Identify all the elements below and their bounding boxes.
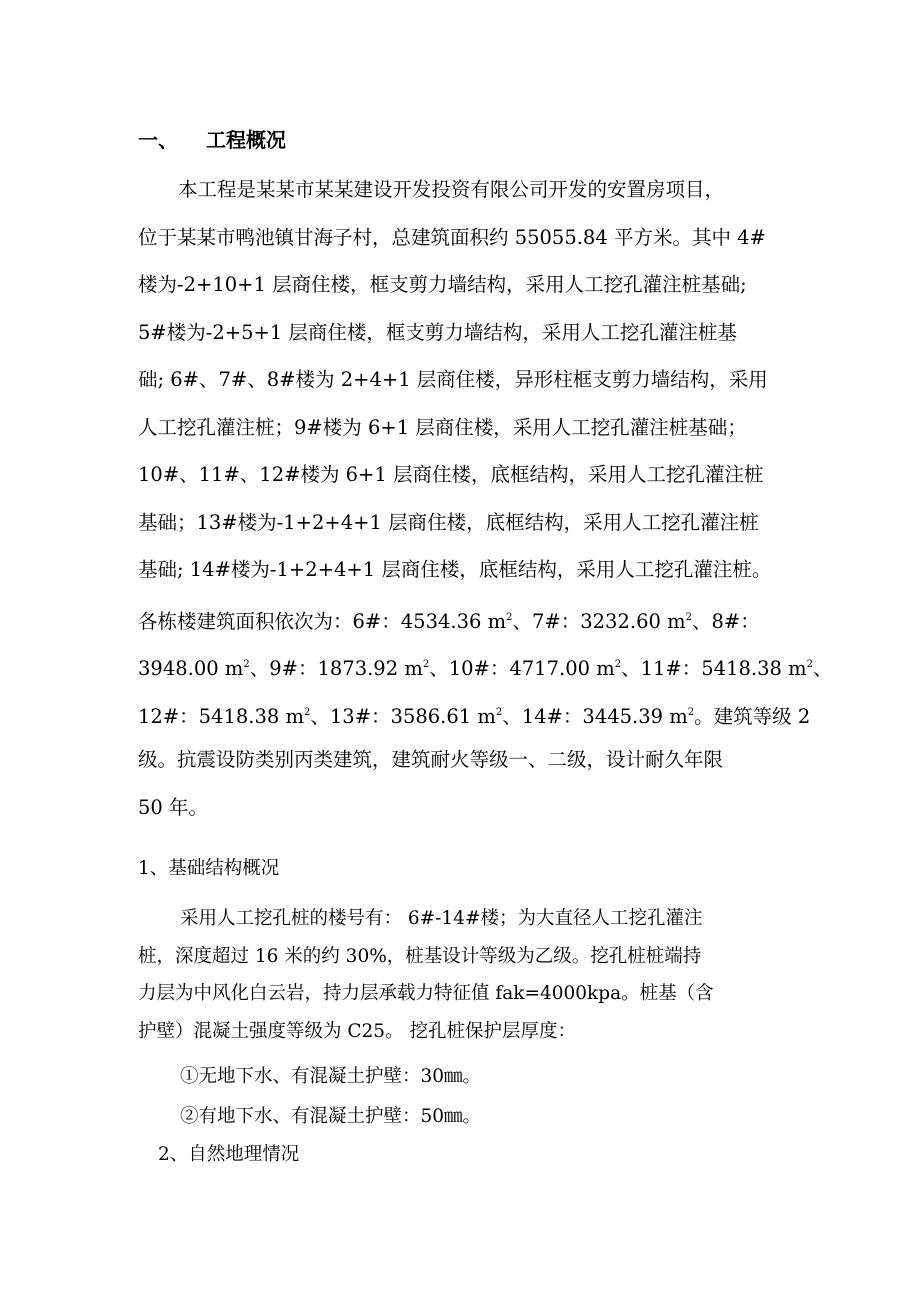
paragraph-line: 桩，深度超过 16 米的约 30%，桩基设计等级为乙级。挖孔桩桩端持	[138, 945, 702, 967]
unit-sup: 2	[687, 706, 695, 718]
cover-item-1: ①无地下水、有混凝土护壁：30㎜。	[180, 1066, 482, 1087]
sep: 、	[512, 609, 532, 633]
sep: 、	[502, 704, 522, 728]
unit: m	[224, 657, 244, 680]
unit-sup: 2	[304, 706, 311, 718]
area-8-value: 3948.00	[138, 657, 219, 680]
area-11: 11#：5418.38	[640, 657, 782, 680]
area-10: 10#：4717.00	[448, 657, 591, 680]
sep: 、	[249, 657, 270, 680]
unit: m	[487, 609, 507, 633]
area-6: 6#：4534.36	[352, 609, 482, 633]
paragraph-line: 5#楼为-2+5+1 层商住楼，框支剪力墙结构，采用人工挖孔灌注桩基	[138, 320, 737, 344]
unit: m	[285, 704, 304, 728]
sep: 、	[621, 657, 641, 680]
grade-text: 。建筑等级 2	[694, 704, 811, 728]
area-9: 9#：1873.92	[269, 657, 399, 680]
area-line-2	[138, 641, 833, 689]
foundation-paragraph	[138, 900, 788, 1050]
unit: m	[788, 657, 807, 680]
unit-sup: 2	[806, 659, 813, 670]
paragraph-line: 基础; 14#楼为-1+2+4+1 层商住楼，底框结构，采用人工挖孔灌注桩。	[138, 558, 772, 581]
section2-title: 2、自然地理情况	[158, 1144, 300, 1165]
unit-sup: 2	[685, 611, 692, 623]
heading-title: 工程概况	[206, 128, 286, 152]
area-13: 13#：3586.61	[329, 704, 472, 728]
unit-sup: 2	[614, 659, 622, 670]
unit: m	[477, 704, 496, 728]
area-line-1	[138, 594, 788, 642]
unit-sup: 2	[243, 659, 250, 670]
area-8-label: 8#：	[711, 609, 760, 633]
area-14: 14#：3445.39	[521, 704, 664, 728]
section-heading	[138, 124, 286, 153]
paragraph-line: 本工程是某某市某某建设开发投资有限公司开发的安置房项目，	[178, 178, 725, 201]
area-12: 12#：5418.38	[138, 704, 280, 728]
areas-lead: 各栋楼建筑面积依次为：	[138, 609, 353, 633]
unit: m	[596, 657, 615, 680]
paragraph-line: 护壁）混凝土强度等级为 C25。 挖孔桩保护层厚度：	[138, 1020, 576, 1042]
unit-sup: 2	[422, 659, 430, 670]
paragraph-line: 楼为-2+10+1 层商住楼，框支剪力墙结构，采用人工挖孔灌注桩基础;	[138, 273, 747, 296]
paragraph-line: 10#、11#、12#楼为 6+1 层商住楼，底框结构，采用人工挖孔灌注桩	[138, 463, 764, 486]
unit: m	[404, 657, 423, 680]
sep: 、	[812, 657, 833, 680]
paragraph-line: 人工挖孔灌注桩；9#楼为 6+1 层商住楼，采用人工挖孔灌注桩基础；	[138, 415, 747, 439]
cover-item-2: ②有地下水、有混凝土护壁：50㎜。	[180, 1106, 482, 1127]
sep: 、	[691, 609, 712, 633]
paragraph-line: 基础；13#楼为-1+2+4+1 层商住楼，底框结构，采用人工挖孔灌注桩	[138, 510, 759, 534]
sep: 、	[429, 657, 449, 680]
paragraph-line: 力层为中风化白云岩，持力层承载力特征值 fak=4000kpa。桩基（含	[138, 983, 714, 1004]
paragraph-line: 采用人工挖孔桩的楼号有： 6#-14#楼；为大直径人工挖孔灌注	[180, 908, 703, 929]
unit-sup: 2	[495, 706, 503, 718]
area-line-3	[138, 689, 811, 737]
paragraph-line: 位于某某市鸭池镇甘海子村，总建筑面积约 55055.84 平方米。其中 4#	[138, 225, 766, 249]
paragraph-line: 础; 6#、7#、8#楼为 2+4+1 层商住楼，异形柱框支剪力墙结构，采用	[138, 368, 768, 391]
unit-sup: 2	[506, 611, 513, 623]
overview-paragraph	[138, 166, 833, 831]
area-7: 7#：3232.60	[532, 609, 661, 633]
heading-number: 一、	[138, 128, 178, 152]
section1-title: 1、基础结构概况	[138, 858, 280, 879]
unit: m	[669, 704, 688, 728]
unit: m	[667, 609, 686, 633]
paragraph-line: 50 年。	[138, 795, 209, 819]
paragraph-line: 级。抗震设防类别丙类建筑，建筑耐火等级一、二级，设计耐久年限	[138, 748, 724, 771]
sep: 、	[310, 704, 330, 728]
